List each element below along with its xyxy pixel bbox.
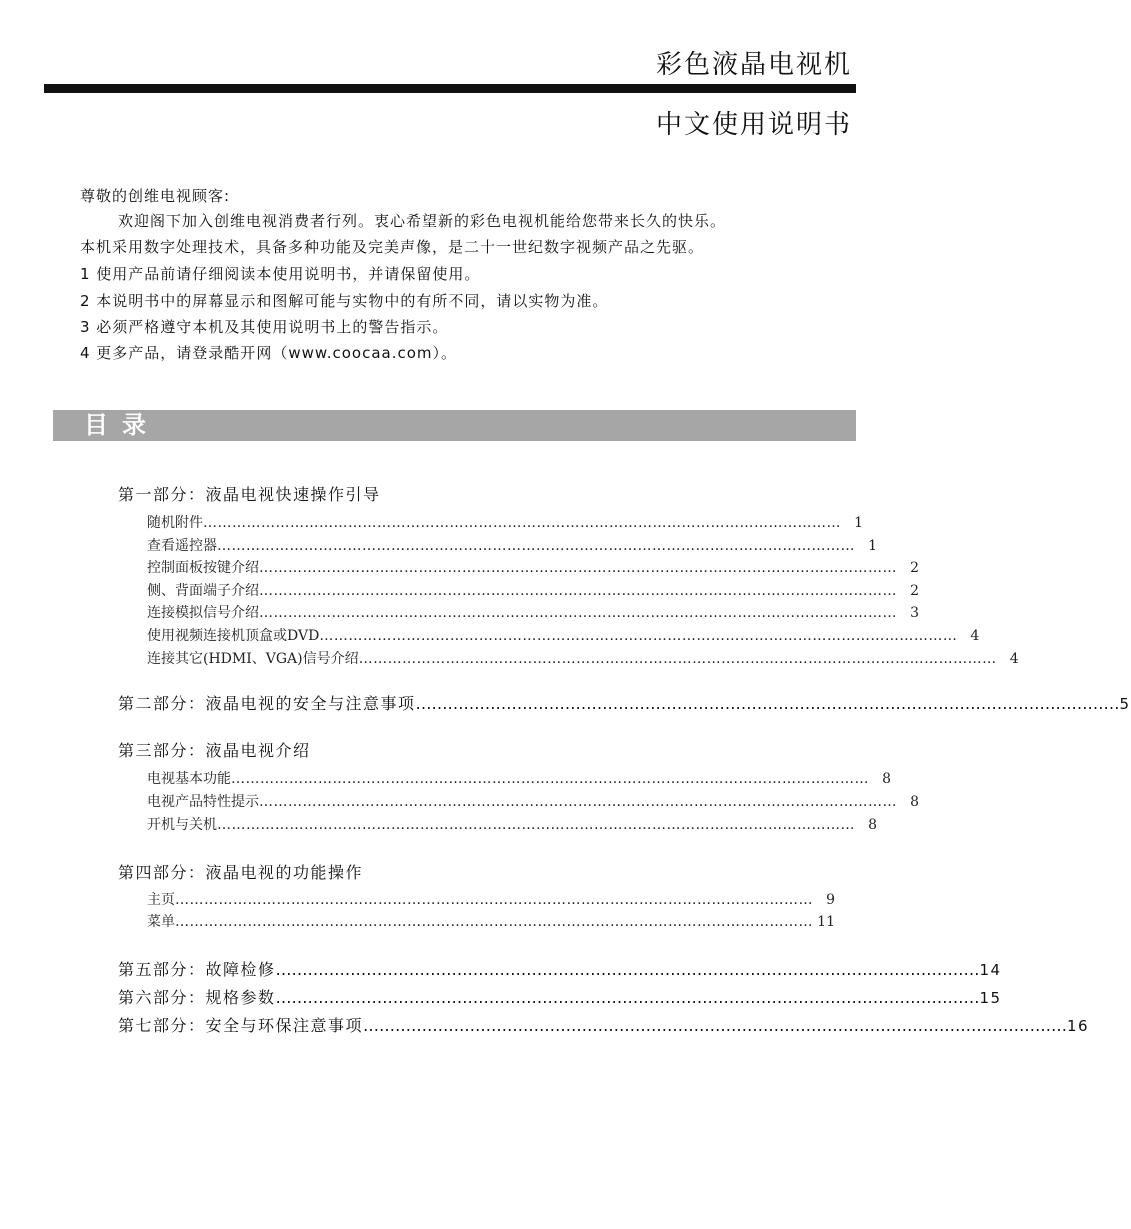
toc-entry-label: 电视基本功能 xyxy=(147,771,231,787)
toc-part-entry xyxy=(118,957,1002,980)
toc-entry-page: 8 xyxy=(882,771,891,787)
intro-line: 本机采用数字处理技术，具备多种功能及完美声像，是二十一世纪数字视频产品之先驱。 xyxy=(80,238,705,256)
toc-leader-dots: …………………………………………………………………………………………………………………… xyxy=(363,1016,1068,1035)
toc-entry-page: 5 xyxy=(1119,695,1131,713)
greeting: 尊敬的创维电视顾客: xyxy=(80,187,231,205)
toc-part-title: 第三部分：液晶电视介绍 xyxy=(118,741,311,760)
toc-entry xyxy=(147,512,863,532)
toc-entry xyxy=(147,648,1019,668)
toc-entry-page: 2 xyxy=(910,583,919,599)
toc-entry-page: 16 xyxy=(1067,1017,1090,1035)
toc-leader-dots: …………………………………………………………………………………………………………………… xyxy=(275,960,980,979)
intro-line: 1 使用产品前请仔细阅读本使用说明书，并请保留使用。 xyxy=(80,265,481,283)
toc-leader-dots: …………………………………………………………………………………………………………………… xyxy=(217,538,855,554)
toc-leader-dots: …………………………………………………………………………………………………………………… xyxy=(319,628,958,644)
toc-entry-page: 8 xyxy=(868,817,877,833)
toc-part-title: 第六部分：规格参数 xyxy=(118,988,276,1007)
toc-entry-label: 主页 xyxy=(147,892,175,908)
document-title: 彩色液晶电视机 xyxy=(655,50,852,80)
toc-entry-page: 4 xyxy=(1009,651,1019,667)
toc-heading: 目录 xyxy=(84,411,160,439)
toc-entry-page: 14 xyxy=(979,961,1002,979)
toc-entry-page: 2 xyxy=(910,560,919,576)
toc-entry xyxy=(147,791,919,811)
toc-entry-label: 使用视频连接机顶盒或DVD xyxy=(147,628,320,644)
toc-entry-label: 菜单 xyxy=(147,914,175,930)
toc-leader-dots: …………………………………………………………………………………………………………………… xyxy=(175,892,813,908)
toc-entry-page: 15 xyxy=(979,989,1002,1007)
toc-leader-dots: …………………………………………………………………………………………………………………… xyxy=(217,817,855,833)
toc-entry-page: 4 xyxy=(970,628,980,644)
toc-leader-dots: …………………………………………………………………………………………………………………… xyxy=(275,988,980,1007)
toc-entry xyxy=(147,889,835,909)
toc-entry xyxy=(147,535,877,555)
toc-leader-dots: …………………………………………………………………………………………………………………… xyxy=(259,605,897,621)
toc-entry xyxy=(147,625,980,645)
toc-header-bar xyxy=(53,410,856,441)
intro-line: 4 更多产品，请登录酷开网（www.coocaa.com）。 xyxy=(80,344,458,362)
toc-part-title: 第二部分：液晶电视的安全与注意事项 xyxy=(118,694,416,713)
toc-part-title: 第七部分：安全与环保注意事项 xyxy=(118,1016,364,1035)
toc-entry-label: 控制面板按键介绍 xyxy=(147,560,259,576)
toc-entry-label: 侧、背面端子介绍 xyxy=(147,583,259,599)
toc-entry xyxy=(147,814,877,834)
toc-leader-dots: …………………………………………………………………………………………………………………… xyxy=(415,694,1120,713)
toc-part-entry xyxy=(118,691,1131,714)
toc-leader-dots: …………………………………………………………………………………………………………………… xyxy=(259,794,897,810)
toc-part-title: 第一部分：液晶电视快速操作引导 xyxy=(118,485,381,504)
toc-leader-dots: …………………………………………………………………………………………………………………… xyxy=(175,914,813,930)
toc-entry-page: 1 xyxy=(854,515,863,531)
intro-line: 2 本说明书中的屏幕显示和图解可能与实物中的有所不同，请以实物为准。 xyxy=(80,292,609,310)
toc-entry xyxy=(147,911,835,931)
toc-part-entry xyxy=(118,1013,1090,1036)
toc-entry-page: 8 xyxy=(910,794,919,810)
toc-part-title: 第五部分：故障检修 xyxy=(118,960,276,979)
document-subtitle: 中文使用说明书 xyxy=(655,110,852,140)
header-rule xyxy=(44,84,856,93)
toc-entry xyxy=(147,768,891,788)
toc-entry-page: 11 xyxy=(817,914,835,930)
toc-leader-dots: …………………………………………………………………………………………………………………… xyxy=(203,515,841,531)
toc-entry-page: 1 xyxy=(868,538,877,554)
toc-entry-label: 电视产品特性提示 xyxy=(147,794,259,810)
intro-line: 3 必须严格遵守本机及其使用说明书上的警告指示。 xyxy=(80,318,449,336)
toc-leader-dots: …………………………………………………………………………………………………………………… xyxy=(259,560,897,576)
toc-entry-label: 开机与关机 xyxy=(147,817,217,833)
toc-entry xyxy=(147,580,919,600)
toc-entry xyxy=(147,602,919,622)
toc-entry-label: 连接其它(HDMI、VGA)信号介绍 xyxy=(147,651,359,667)
toc-entry-label: 查看遥控器 xyxy=(147,538,217,554)
toc-entry-label: 连接模拟信号介绍 xyxy=(147,605,259,621)
toc-leader-dots: …………………………………………………………………………………………………………………… xyxy=(231,771,869,787)
toc-entry xyxy=(147,557,919,577)
intro-line: 欢迎阁下加入创维电视消费者行列。衷心希望新的彩色电视机能给您带来长久的快乐。 xyxy=(118,212,727,230)
toc-part-entry xyxy=(118,985,1002,1008)
toc-entry-page: 9 xyxy=(826,892,835,908)
toc-entry-page: 3 xyxy=(910,605,919,621)
toc-entry-label: 随机附件 xyxy=(147,515,203,531)
toc-leader-dots: …………………………………………………………………………………………………………………… xyxy=(259,583,897,599)
toc-part-title: 第四部分：液晶电视的功能操作 xyxy=(118,863,364,882)
toc-leader-dots: …………………………………………………………………………………………………………………… xyxy=(358,651,997,667)
